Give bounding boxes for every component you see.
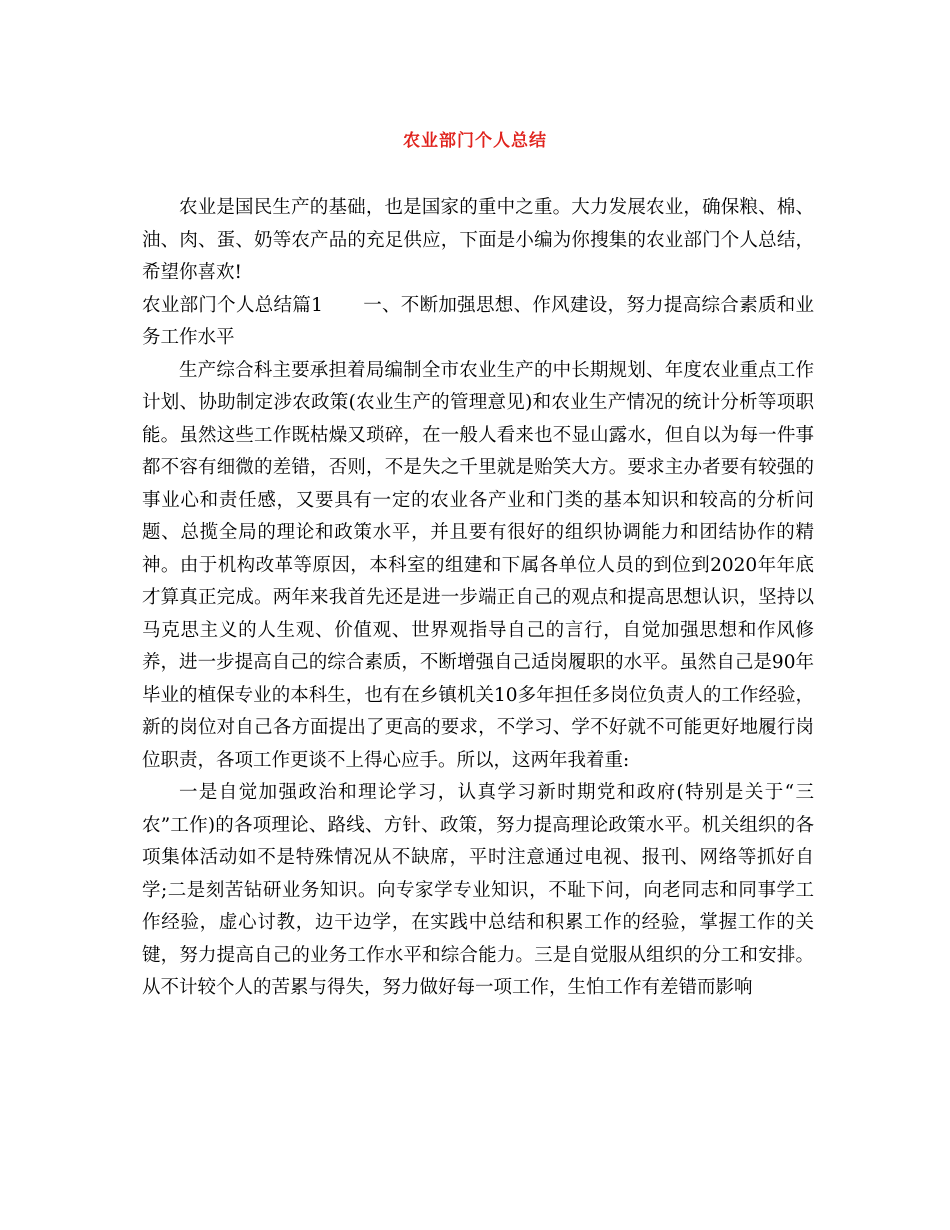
section-line: [142, 290, 814, 355]
document-body: [142, 192, 814, 1005]
body-paragraph-1: 生产综合科主要承担着局编制全市农业生产的中长期规划、年度农业重点工作计划、协助制定涉农政策(农业生产的管理意见)和农业生产情况的统计分析等项职能。虽然这些工作既枯燥又琐碎，在一般人看来也不显山露水，但自以为每一件事都不容有细微的差错，否则，不是失之千里就是贻笑大方。要求主办者要有较强的事业心和责任感，又要具有一定的农业各产业和门类的基本知识和较高的分析问题、总揽全局的理论和政策水平，并且要有很好的组织协调能力和团结协作的精神。由于机构改革等原因，本科室的组建和下属各单位人员的到位到2020年年底才算真正完成。两年来我首先还是进一步端正自己的观点和提高思想认识，坚持以马克思主义的人生观、价值观、世界观指导自己的言行，自觉加强思想和作风修养，进一步提高自己的综合素质，不断增强自己适岗履职的水平。虽然自己是90年毕业的植保专业的本科生，也有在乡镇机关10多年担任多岗位负责人的工作经验，新的岗位对自己各方面提出了更高的要求，不学习、学不好就不可能更好地履行岗位职责，各项工作更谈不上得心应手。所以，这两年我着重:: [142, 359, 814, 771]
body-paragraph-2: 一是自觉加强政治和理论学习，认真学习新时期党和政府(特别是关于“三农”工作)的各项理论、路线、方针、政策，努力提高理论政策水平。机关组织的各项集体活动如不是特殊情况从不缺席，平时注意通过电视、报刊、网络等抓好自学;二是刻苦钻研业务知识。向专家学专业知识，不耻下问，向老同志和同事学工作经验，虚心讨教，边干边学，在实践中总结和积累工作的经验，掌握工作的关键，努力提高自己的业务工作水平和综合能力。三是自觉服从组织的分工和安排。从不计较个人的苦累与得失，努力做好每一项工作，生怕工作有差错而影响: [142, 782, 814, 998]
page-title: 农业部门个人总结: [403, 131, 547, 151]
section-heading: 一、不断加强思想、作风建设，努力提高综合素质和业务工作水平: [142, 294, 814, 348]
section-label: 农业部门个人总结篇1: [142, 294, 323, 316]
intro-paragraph: 农业是国民生产的基础，也是国家的重中之重。大力发展农业，确保粮、棉、油、肉、蛋、奶等农产品的充足供应，下面是小编为你搜集的农业部门个人总结，希望你喜欢!: [142, 197, 814, 283]
